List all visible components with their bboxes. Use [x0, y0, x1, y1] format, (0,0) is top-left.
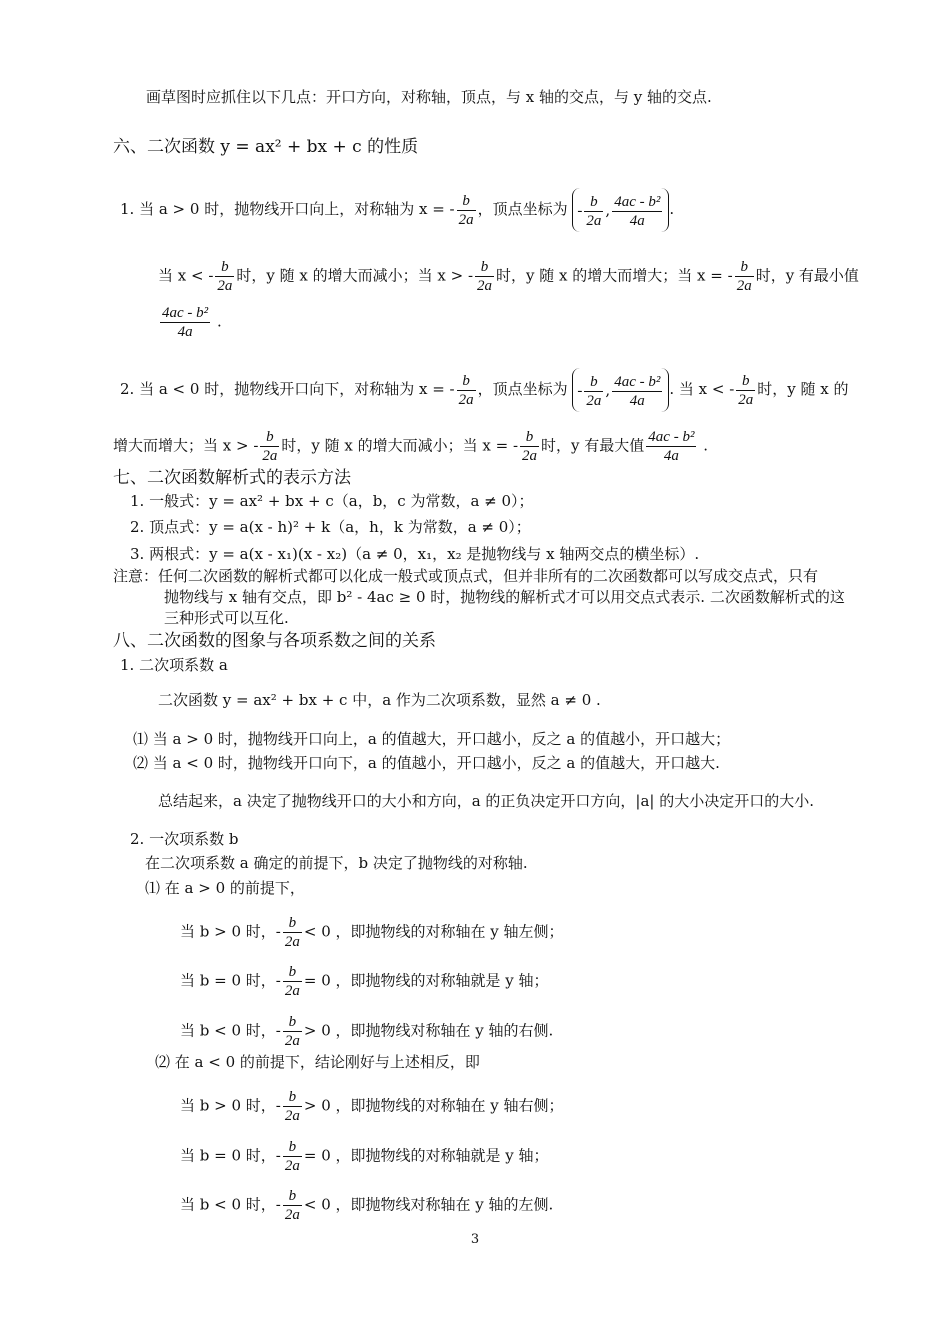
coef-a-intro: 二次函数 y = ax² + bx + c 中，a 作为二次项系数，显然 a ≠ 0 . [158, 691, 601, 709]
property-1-line: 1. 当 a > 0 时，抛物线开口向上，对称轴为 x = - $\frac{b}{2a}$ ，顶点坐标为 - $\frac{b}{2a}$ , $\frac{\text{4ac - b²}}{4a}$ . [120, 188, 674, 232]
property-2-line: 2. 当 a < 0 时，抛物线开口向下，对称轴为 x = - $\frac{b}{2a}$ ，顶点坐标为 - $\frac{b}{2a}$ , $\frac{\text{4ac - b²}}{4a}$ . 当 x < - $\frac{b}{2a}$ 时，y 随 x 的 [120, 368, 849, 412]
fraction-b-over-2a: $\frac{b}{2a}$ [458, 192, 474, 228]
note-line-2: 抛物线与 x 轴有交点，即 b² - 4ac ≥ 0 时，抛物线的解析式才可以用交点式表示. 二次函数解析式的这 [164, 588, 845, 606]
coef-b-case-2: ⑵ 在 a < 0 的前提下，结论刚好与上述相反，即 [155, 1053, 480, 1071]
property-1-monotonic: 当 x < - $\frac{b}{2a}$ 时，y 随 x 的增大而减小；当 x > - $\frac{b}{2a}$ 时，y 随 x 的增大而增大；当 x = - $\frac{b}{2a}$ 时，y 有最小值 [158, 259, 859, 294]
line-sketch-tips: 画草图时应抓住以下几点：开口方向，对称轴，顶点，与 x 轴的交点，与 y 轴的交点. [146, 88, 712, 106]
form-roots: 3. 两根式：y = a(x - x₁)(x - x₂)（a ≠ 0，x₁，x₂ 是抛物线与 x 轴两交点的横坐标）. [130, 545, 700, 563]
vertex-coordinates: - $\frac{b}{2a}$ , $\frac{\text{4ac - b²}}{4a}$ [572, 188, 669, 232]
note-line-3: 三种形式可以互化. [164, 609, 289, 627]
coef-b-intro: 在二次项系数 a 确定的前提下，b 决定了抛物线的对称轴. [145, 854, 528, 872]
property-1-min-value: $\frac{\text{4ac - b²}}{4a}$ . [162, 305, 222, 340]
form-general: 1. 一般式：y = ax² + bx + c（a，b，c 为常数，a ≠ 0）； [130, 492, 534, 510]
coef-b-case-2-positive: 当 b > 0 时，- $\frac{b}{2a}$ > 0 ，即抛物线的对称轴在 y 轴右侧； [180, 1089, 564, 1124]
coef-a-summary: 总结起来，a 决定了抛物线开口的大小和方向，a 的正负决定开口方向，|a| 的大小决定开口的大小. [158, 792, 815, 810]
coef-b-case-2-negative: 当 b < 0 时，- $\frac{b}{2a}$ < 0 ，即抛物线对称轴在 y 轴的左侧. [180, 1188, 554, 1223]
coef-b-case-1-zero: 当 b = 0 时，- $\frac{b}{2a}$ = 0 ，即抛物线的对称轴就是 y 轴； [180, 964, 549, 999]
section-8-heading: 八、二次函数的图象与各项系数之间的关系 [113, 631, 436, 651]
coef-b-case-1: ⑴ 在 a > 0 的前提下， [145, 879, 305, 897]
coef-b-heading: 2. 一次项系数 b [130, 830, 239, 848]
section-6-heading: 六、二次函数 y = ax² + bx + c 的性质 [113, 137, 419, 157]
coef-a-positive: ⑴ 当 a > 0 时，抛物线开口向上，a 的值越大，开口越小，反之 a 的值越小，开口越大； [133, 730, 731, 748]
coef-a-heading: 1. 二次项系数 a [120, 656, 228, 674]
property-2-monotonic: 增大而增大；当 x > - $\frac{b}{2a}$ 时，y 随 x 的增大而减小；当 x = - $\frac{b}{2a}$ 时，y 有最大值 $\frac{\text{4ac - b²}}{4a}$ . [113, 429, 709, 464]
note-line-1: 注意：任何二次函数的解析式都可以化成一般式或顶点式，但并非所有的二次函数都可以写成交点式，只有 [113, 567, 819, 585]
page-number: 3 [470, 1232, 480, 1247]
coef-b-case-1-positive: 当 b > 0 时，- $\frac{b}{2a}$ < 0 ，即抛物线的对称轴在 y 轴左侧； [180, 915, 564, 950]
coef-a-negative: ⑵ 当 a < 0 时，抛物线开口向下，a 的值越小，开口越小，反之 a 的值越大，开口越大. [133, 754, 720, 772]
coef-b-case-1-negative: 当 b < 0 时，- $\frac{b}{2a}$ > 0 ，即抛物线对称轴在 y 轴的右侧. [180, 1014, 554, 1049]
section-7-heading: 七、二次函数解析式的表示方法 [113, 468, 351, 488]
coef-b-case-2-zero: 当 b = 0 时，- $\frac{b}{2a}$ = 0 ，即抛物线的对称轴就是 y 轴； [180, 1139, 549, 1174]
form-vertex: 2. 顶点式：y = a(x - h)² + k（a，h，k 为常数，a ≠ 0）； [130, 518, 531, 536]
